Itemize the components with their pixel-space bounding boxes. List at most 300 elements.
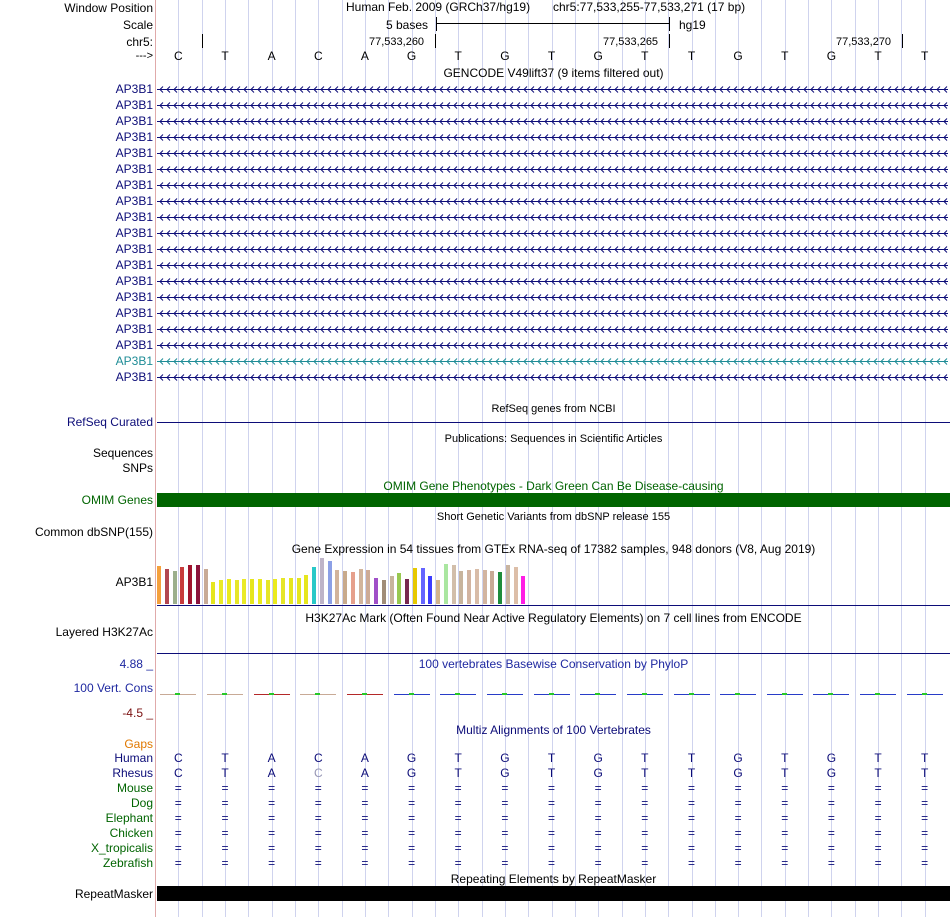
alignment-base: =	[781, 781, 789, 795]
alignment-base: T	[547, 766, 556, 780]
alignment-base: =	[874, 856, 882, 870]
h3k27ac-label[interactable]: Layered H3K27Ac	[55, 625, 153, 639]
base-letter: T	[921, 49, 929, 63]
gencode-gene-feature[interactable]	[157, 196, 948, 207]
gencode-gene-feature[interactable]	[157, 228, 948, 239]
base-letter: G	[593, 49, 603, 63]
cons-mark	[175, 693, 180, 695]
coord-tick	[202, 34, 203, 48]
alignment-base: G	[593, 751, 603, 765]
gencode-gene-feature[interactable]	[157, 212, 948, 223]
species-label: Chicken	[109, 826, 153, 840]
alignment-base: =	[454, 826, 462, 840]
gtex-label[interactable]: AP3B1	[115, 575, 153, 589]
gencode-gene-label[interactable]: AP3B1	[115, 130, 153, 144]
alignment-base: G	[733, 766, 743, 780]
gencode-gene-feature[interactable]	[157, 180, 948, 191]
alignment-base: =	[874, 811, 882, 825]
cons-track-title[interactable]: 100 vertebrates Basewise Conservation by PhyloP	[418, 657, 689, 671]
gtex-tissue-bar[interactable]	[374, 578, 378, 604]
refseq-label[interactable]: RefSeq Curated	[66, 415, 153, 429]
alignment-base: T	[454, 766, 462, 780]
coord-1: 77,533,260	[369, 36, 425, 48]
alignment-base: =	[547, 856, 555, 870]
alignment-base: =	[827, 841, 835, 855]
alignment-base: =	[921, 781, 929, 795]
gtex-track-title[interactable]: Gene Expression in 54 tissues from GTEx RNA-seq of 17382 samples, 948 donors (V8, Aug 2019)	[291, 542, 816, 556]
gencode-gene-label[interactable]: AP3B1	[115, 210, 153, 224]
alignment-base: =	[921, 826, 929, 840]
alignment-base: =	[454, 811, 462, 825]
cons-mark	[362, 693, 367, 695]
cons-mark	[782, 693, 787, 695]
multiz-track-title[interactable]: Multiz Alignments of 100 Vertebrates	[456, 723, 651, 737]
species-label: Rhesus	[112, 766, 153, 780]
alignment-base: =	[734, 811, 742, 825]
refseq-line[interactable]	[157, 422, 950, 423]
species-label: Elephant	[105, 811, 153, 825]
alignment-base: =	[221, 856, 229, 870]
alignment-base: =	[734, 841, 742, 855]
gtex-tissue-bar[interactable]	[297, 578, 301, 604]
alignment-base: C	[313, 751, 323, 765]
gtex-tissue-bar[interactable]	[459, 571, 463, 604]
alignment-base: G	[500, 751, 510, 765]
omim-feature-bar[interactable]	[157, 493, 950, 507]
alignment-base: =	[408, 796, 416, 810]
alignment-base: =	[501, 781, 509, 795]
gencode-gene-label[interactable]: AP3B1	[115, 194, 153, 208]
alignment-base: =	[641, 781, 649, 795]
alignment-base: =	[361, 796, 369, 810]
base-letter: T	[221, 49, 229, 63]
gencode-gene-feature[interactable]	[157, 260, 948, 271]
species-label: X_tropicalis	[90, 841, 153, 855]
cons-mark	[502, 693, 507, 695]
gencode-gene-feature[interactable]	[157, 356, 948, 367]
cons-max: 4.88 _	[119, 657, 153, 671]
chrom-label: chr5:	[126, 35, 153, 49]
gtex-tissue-bar[interactable]	[413, 568, 417, 604]
alignment-base: =	[547, 796, 555, 810]
gencode-gene-label[interactable]: AP3B1	[115, 322, 153, 336]
alignment-base: =	[361, 841, 369, 855]
alignment-base: A	[360, 766, 369, 780]
sequences-label[interactable]: Sequences	[92, 446, 153, 460]
alignment-base: =	[454, 781, 462, 795]
alignment-base: T	[781, 751, 789, 765]
alignment-base: T	[921, 751, 929, 765]
alignment-base: C	[313, 766, 323, 780]
alignment-base: =	[174, 826, 182, 840]
alignment-base: =	[641, 856, 649, 870]
gtex-tissue-bar[interactable]	[498, 572, 502, 604]
alignment-base: =	[594, 826, 602, 840]
alignment-base: =	[734, 796, 742, 810]
alignment-base: =	[827, 826, 835, 840]
gtex-tissue-bar[interactable]	[235, 580, 239, 604]
cons-mark	[595, 693, 600, 695]
base-letter: C	[173, 49, 183, 63]
cons-mark	[828, 693, 833, 695]
base-letter: G	[500, 49, 510, 63]
dbsnp-label[interactable]: Common dbSNP(155)	[34, 525, 153, 539]
gencode-gene-label[interactable]: AP3B1	[115, 338, 153, 352]
gtex-tissue-bar[interactable]	[211, 582, 215, 604]
gencode-gene-feature[interactable]	[157, 116, 948, 127]
repeat-feature-bar[interactable]	[157, 886, 950, 901]
gtex-baseline	[157, 605, 950, 606]
gtex-tissue-bar[interactable]	[227, 579, 231, 604]
gencode-gene-feature[interactable]	[157, 276, 948, 287]
cons-mark	[222, 693, 227, 695]
alignment-base: =	[221, 781, 229, 795]
base-letter: A	[267, 49, 276, 63]
gencode-gene-label[interactable]: AP3B1	[115, 258, 153, 272]
alignment-base: T	[641, 766, 649, 780]
refseq-track-title[interactable]: RefSeq genes from NCBI	[491, 403, 616, 415]
alignment-base: =	[874, 841, 882, 855]
alignment-base: =	[361, 781, 369, 795]
alignment-base: C	[173, 766, 183, 780]
coord-tick	[435, 34, 436, 48]
coord-3: 77,533,270	[836, 36, 892, 48]
base-letter: C	[313, 49, 323, 63]
alignment-base: =	[361, 856, 369, 870]
scale-label: Scale	[122, 18, 153, 32]
gencode-gene-label[interactable]: AP3B1	[115, 242, 153, 256]
gencode-gene-label[interactable]: AP3B1	[115, 370, 153, 384]
cons-mark	[315, 693, 320, 695]
gtex-tissue-bar[interactable]	[242, 579, 246, 604]
alignment-base: =	[687, 811, 695, 825]
cons-mark	[409, 693, 414, 695]
alignment-base: =	[268, 841, 276, 855]
gtex-tissue-bar[interactable]	[351, 572, 355, 604]
alignment-base: =	[734, 781, 742, 795]
cons-mark	[922, 693, 927, 695]
gtex-tissue-bar[interactable]	[165, 569, 169, 604]
label-column-divider	[155, 0, 156, 917]
gencode-gene-feature[interactable]	[157, 324, 948, 335]
alignment-base: =	[641, 826, 649, 840]
gtex-tissue-bar[interactable]	[405, 579, 409, 604]
alignment-base: =	[174, 796, 182, 810]
alignment-base: =	[268, 826, 276, 840]
gencode-gene-feature[interactable]	[157, 132, 948, 143]
species-label: Dog	[130, 796, 153, 810]
alignment-base: =	[361, 811, 369, 825]
assembly-title: Human Feb. 2009 (GRCh37/hg19)	[346, 0, 531, 14]
alignment-base: =	[454, 856, 462, 870]
alignment-base: T	[781, 766, 789, 780]
base-letter: A	[360, 49, 369, 63]
gencode-gene-feature[interactable]	[157, 244, 948, 255]
alignment-base: =	[221, 841, 229, 855]
alignment-base: =	[594, 811, 602, 825]
base-letter: T	[454, 49, 462, 63]
publications-track-title[interactable]: Publications: Sequences in Scientific Articles	[444, 433, 663, 445]
alignment-base: =	[314, 826, 322, 840]
coord-tick	[902, 34, 903, 48]
alignment-base: =	[314, 796, 322, 810]
gtex-tissue-bar[interactable]	[421, 568, 425, 604]
base-letter: T	[687, 49, 696, 63]
alignment-base: =	[408, 841, 416, 855]
gencode-gene-label[interactable]: AP3B1	[115, 226, 153, 240]
alignment-base: =	[687, 841, 695, 855]
alignment-base: =	[687, 796, 695, 810]
gtex-tissue-bar[interactable]	[250, 579, 254, 604]
gaps-label: Gaps	[124, 737, 153, 751]
alignment-base: =	[268, 811, 276, 825]
alignment-base: =	[268, 796, 276, 810]
alignment-base: =	[268, 856, 276, 870]
h3k27ac-baseline	[157, 653, 950, 654]
alignment-base: T	[687, 751, 696, 765]
alignment-base: =	[827, 796, 835, 810]
alignment-base: =	[268, 781, 276, 795]
alignment-base: =	[174, 841, 182, 855]
gencode-gene-label[interactable]: AP3B1	[115, 162, 153, 176]
alignment-base: T	[687, 766, 696, 780]
alignment-base: =	[408, 781, 416, 795]
gtex-tissue-bar[interactable]	[483, 570, 487, 604]
gtex-tissue-bar[interactable]	[436, 580, 440, 604]
alignment-base: =	[174, 781, 182, 795]
alignment-base: =	[221, 796, 229, 810]
alignment-base: =	[781, 826, 789, 840]
alignment-base: =	[547, 841, 555, 855]
alignment-base: =	[734, 826, 742, 840]
gencode-gene-label[interactable]: AP3B1	[115, 274, 153, 288]
gtex-tissue-bar[interactable]	[390, 576, 394, 604]
alignment-base: =	[408, 811, 416, 825]
alignment-base: =	[827, 781, 835, 795]
gtex-tissue-bar[interactable]	[521, 576, 525, 604]
alignment-base: =	[547, 811, 555, 825]
alignment-base: =	[547, 826, 555, 840]
position-range: chr5:77,533,255-77,533,271 (17 bp)	[553, 0, 746, 14]
gencode-gene-label[interactable]: AP3B1	[115, 146, 153, 160]
cons-mark	[735, 693, 740, 695]
gencode-gene-feature[interactable]	[157, 164, 948, 175]
cons-mark	[875, 693, 880, 695]
alignment-base: =	[314, 856, 322, 870]
alignment-base: =	[687, 826, 695, 840]
alignment-base: A	[267, 766, 276, 780]
species-label: Human	[114, 751, 153, 765]
gencode-gene-feature[interactable]	[157, 372, 948, 383]
gtex-tissue-bar[interactable]	[304, 575, 308, 604]
alignment-base: =	[594, 781, 602, 795]
gtex-tissue-bar[interactable]	[514, 567, 518, 604]
gencode-gene-label[interactable]: AP3B1	[115, 354, 153, 368]
gtex-tissue-bar[interactable]	[359, 569, 363, 604]
gtex-tissue-bar[interactable]	[452, 565, 456, 604]
gtex-tissue-bar[interactable]	[475, 569, 479, 604]
gencode-gene-feature[interactable]	[157, 308, 948, 319]
alignment-base: =	[781, 796, 789, 810]
alignment-base: =	[547, 781, 555, 795]
gtex-tissue-bar[interactable]	[428, 576, 432, 604]
cons-mark	[689, 693, 694, 695]
alignment-base: =	[921, 811, 929, 825]
gtex-tissue-bar[interactable]	[490, 571, 494, 604]
gtex-tissue-bar[interactable]	[289, 578, 293, 604]
gencode-gene-label[interactable]: AP3B1	[115, 290, 153, 304]
gtex-tissue-bar[interactable]	[273, 579, 277, 604]
gencode-gene-feature[interactable]	[157, 148, 948, 159]
alignment-base: =	[501, 826, 509, 840]
gtex-tissue-bar[interactable]	[258, 579, 262, 604]
base-letter: G	[406, 49, 417, 63]
base-letter: G	[733, 49, 743, 63]
alignment-base: =	[874, 826, 882, 840]
strand-label: --->	[135, 50, 153, 62]
alignment-base: G	[733, 751, 743, 765]
species-label: Zebrafish	[102, 856, 153, 870]
scale-text: 5 bases	[386, 18, 429, 32]
alignment-base: =	[781, 811, 789, 825]
gtex-tissue-bar[interactable]	[444, 564, 448, 604]
h3k27ac-track-title[interactable]: H3K27Ac Mark (Often Found Near Active Regulatory Elements) on 7 cell lines from ENCODE	[305, 611, 802, 625]
snps-label[interactable]: SNPs	[122, 461, 153, 475]
gtex-tissue-bar[interactable]	[157, 566, 161, 604]
gtex-tissue-bar[interactable]	[506, 565, 510, 604]
scale-bar	[436, 17, 670, 31]
alignment-base: A	[267, 751, 276, 765]
alignment-base: G	[826, 766, 837, 780]
omim-track-title[interactable]: OMIM Gene Phenotypes - Dark Green Can Be Disease-causing	[383, 479, 724, 493]
alignment-base: T	[874, 751, 882, 765]
gencode-gene-label[interactable]: AP3B1	[115, 306, 153, 320]
alignment-base: =	[641, 841, 649, 855]
alignment-base: =	[874, 781, 882, 795]
omim-label[interactable]: OMIM Genes	[81, 493, 153, 507]
alignment-base: =	[641, 796, 649, 810]
alignment-base: T	[874, 766, 882, 780]
gtex-tissue-bar[interactable]	[328, 561, 332, 604]
alignment-base: =	[734, 856, 742, 870]
alignment-base: T	[221, 751, 229, 765]
alignment-base: =	[594, 841, 602, 855]
alignment-base: T	[454, 751, 462, 765]
gtex-tissue-bar[interactable]	[366, 570, 370, 604]
base-letter: T	[641, 49, 649, 63]
dbsnp-track-title[interactable]: Short Genetic Variants from dbSNP release 155	[436, 511, 671, 523]
coord-2: 77,533,265	[603, 36, 659, 48]
alignment-base: =	[314, 841, 322, 855]
gtex-tissue-bar[interactable]	[219, 580, 223, 604]
alignment-base: =	[221, 811, 229, 825]
alignment-base: =	[641, 811, 649, 825]
alignment-base: =	[781, 841, 789, 855]
gtex-tissue-bar[interactable]	[343, 571, 347, 604]
alignment-base: =	[827, 811, 835, 825]
alignment-base: =	[921, 796, 929, 810]
base-letter: T	[547, 49, 556, 63]
gtex-tissue-bar[interactable]	[188, 565, 192, 604]
alignment-base: T	[221, 766, 229, 780]
scale-db: hg19	[679, 18, 706, 32]
gencode-gene-feature[interactable]	[157, 100, 948, 111]
alignment-base: =	[594, 856, 602, 870]
gencode-gene-feature[interactable]	[157, 340, 948, 351]
gencode-gene-label[interactable]: AP3B1	[115, 98, 153, 112]
alignment-base: =	[827, 856, 835, 870]
alignment-base: =	[454, 841, 462, 855]
cons-min: -4.5 _	[122, 706, 153, 720]
alignment-base: =	[501, 796, 509, 810]
gtex-tissue-bar[interactable]	[467, 570, 471, 604]
gencode-gene-label[interactable]: AP3B1	[115, 114, 153, 128]
gtex-tissue-bar[interactable]	[173, 571, 177, 604]
gencode-gene-feature[interactable]	[157, 84, 948, 95]
alignment-base: =	[687, 856, 695, 870]
alignment-base: =	[687, 781, 695, 795]
base-letter: G	[826, 49, 837, 63]
alignment-base: G	[593, 766, 603, 780]
alignment-base: =	[314, 811, 322, 825]
gtex-tissue-bar[interactable]	[320, 558, 324, 604]
alignment-base: T	[547, 751, 556, 765]
gtex-tissue-bar[interactable]	[266, 580, 270, 604]
gtex-tissue-bar[interactable]	[196, 565, 200, 604]
coord-tick	[669, 34, 670, 48]
window-position-label: Window Position	[64, 1, 153, 15]
repeat-track-title[interactable]: Repeating Elements by RepeatMasker	[450, 872, 657, 886]
base-letter: T	[781, 49, 789, 63]
alignment-base: =	[921, 841, 929, 855]
gtex-tissue-bar[interactable]	[281, 578, 285, 604]
gtex-tissue-bar[interactable]	[312, 567, 316, 604]
cons-mark	[549, 693, 554, 695]
alignment-base: A	[360, 751, 369, 765]
gtex-tissue-bar[interactable]	[382, 580, 386, 604]
gencode-track-title[interactable]: GENCODE V49lift37 (9 items filtered out)	[443, 66, 664, 80]
alignment-base: T	[921, 766, 929, 780]
alignment-base: =	[921, 856, 929, 870]
alignment-base: =	[361, 826, 369, 840]
gtex-tissue-bar[interactable]	[335, 570, 339, 604]
species-label: Mouse	[116, 781, 153, 795]
alignment-base: =	[501, 811, 509, 825]
alignment-base: =	[174, 811, 182, 825]
gtex-tissue-bar[interactable]	[397, 573, 401, 604]
alignment-base: G	[826, 751, 837, 765]
alignment-base: =	[314, 781, 322, 795]
repeat-label[interactable]: RepeatMasker	[74, 887, 153, 901]
alignment-base: =	[594, 796, 602, 810]
alignment-base: G	[500, 766, 510, 780]
gencode-gene-label[interactable]: AP3B1	[115, 82, 153, 96]
gencode-gene-label[interactable]: AP3B1	[115, 178, 153, 192]
alignment-base: =	[454, 796, 462, 810]
alignment-base: =	[874, 796, 882, 810]
alignment-base: =	[174, 856, 182, 870]
gencode-gene-feature[interactable]	[157, 292, 948, 303]
cons-mark	[455, 693, 460, 695]
alignment-base: =	[408, 856, 416, 870]
alignment-base: =	[781, 856, 789, 870]
gtex-tissue-bar[interactable]	[180, 567, 184, 604]
cons-label[interactable]: 100 Vert. Cons	[73, 681, 153, 695]
alignment-base: T	[641, 751, 649, 765]
cons-mark	[269, 693, 274, 695]
gtex-tissue-bar[interactable]	[204, 569, 208, 604]
alignment-base: C	[173, 751, 183, 765]
